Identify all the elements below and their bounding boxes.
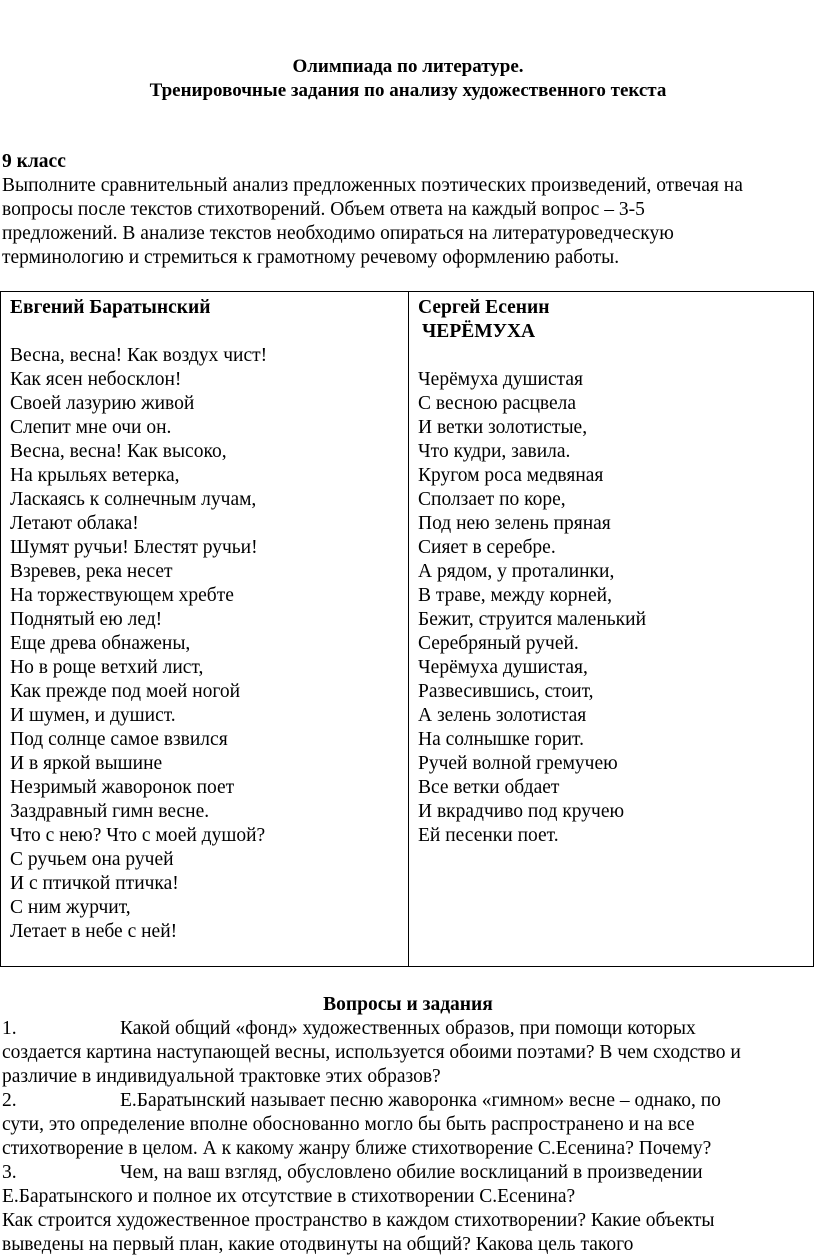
poems-table [0, 291, 814, 967]
questions-heading: Вопросы и задания [323, 994, 493, 1015]
question-item [2, 1089, 814, 1161]
question-text: Е.Баратынского и полное их отсутствие в стихотворении С.Есенина? [2, 1186, 576, 1207]
document-title: Олимпиада по литературе. [292, 56, 524, 77]
question-number: 2. [2, 1090, 17, 1111]
question-text-first-line: Е.Баратынский называет песню жаворонка «гимном» весне – однако, по [120, 1090, 721, 1111]
poem-title: ЧЕРЁМУХА [422, 321, 536, 342]
question-item [2, 1161, 814, 1209]
instructions-paragraph: Выполните сравнительный анализ предложенных поэтических произведений, отвечая на вопросы после текстов стихотворений. Объем ответа на каждый вопрос – 3-5 предложений. В анализе текстов необходимо опираться на литературоведческую терминологию и стремиться к грамотному речевому оформлению работы. [2, 175, 743, 268]
grade-label: 9 класс [2, 151, 66, 172]
column-divider [408, 292, 409, 966]
question-text: создается картина наступающей весны, используется обоими поэтами? В чем сходство и различие в индивидуальной трактовке этих образов? [2, 1042, 741, 1087]
question-item [2, 1017, 814, 1089]
poem-baratynsky [10, 296, 400, 944]
question-number: 3. [2, 1162, 17, 1183]
poem-author: Евгений Баратынский [10, 297, 211, 318]
question-number: 1. [2, 1018, 17, 1039]
poem-author: Сергей Есенин [418, 297, 550, 318]
question-text-first-line: Чем, на ваш взгляд, обусловлено обилие восклицаний в произведении [120, 1162, 703, 1183]
poem-text: Черёмуха душистая С весною расцвела И ветки золотистые, Что кудри, завила. Кругом роса медвяная Сползает по коре, Под нею зелень пряная Сияет в серебре. А рядом, у проталинки, В траве, между корней, Бежит, струится маленький Серебряный ручей. Черёмуха душистая, Развесившись, стоит, А зелень золотистая На солнышке горит. Ручей волной гремучею Все ветки обдает И вкрадчиво под кручею Ей песенки поет. [418, 369, 647, 846]
poem-text: Весна, весна! Как воздух чист! Как ясен небосклон! Своей лазурию живой Слепит мне очи он. Весна, весна! Как высоко, На крыльях ветерка, Ласкаясь к солнечным лучам, Летают облака! Шумят ручьи! Блестят ручьи! Взревев, река несет На торжествующем хребте Поднятый ею лед! Еще древа обнажены, Но в роще ветхий лист, Как прежде под моей ногой И шумен, и душист. Под солнце самое взвился И в яркой вышине Незримый жаворонок поет Заздравный гимн весне. Что с нею? Что с моей душой? С ручьем она ручей И с птичкой птичка! С ним журчит, Летает в небе с ней! [10, 345, 268, 942]
question-text: сути, это определение вполне обоснованно могло бы быть распространено и на все стихотворение в целом. А к какому жанру ближе стихотворение С.Есенина? Почему? [2, 1114, 712, 1159]
question-text-first-line: Какой общий «фонд» художественных образов, при помощи которых [120, 1018, 696, 1039]
document-subtitle: Тренировочные задания по анализу художественного текста [149, 80, 667, 101]
question-extra: Как строится художественное пространство в каждом стихотворении? Какие объекты выведены на первый план, какие отодвинуты на общий? Какова цель такого [2, 1210, 715, 1255]
poem-esenin [418, 296, 808, 848]
